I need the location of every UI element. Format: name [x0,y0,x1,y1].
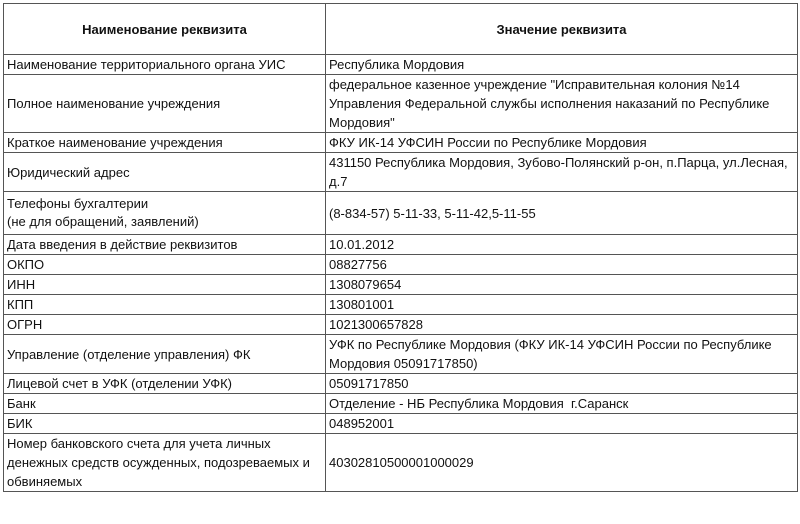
requisite-value: федеральное казенное учреждение "Исправительная колония №14 Управления Федеральной службы исполнения наказаний по Республике Мордовия" [326,75,798,133]
requisite-name: Номер банковского счета для учета личных денежных средств осужденных, подозреваемых и обвиняемых [4,434,326,492]
requisite-name: Банк [4,394,326,414]
table-row [4,335,798,374]
header-requisite-value: Значение реквизита [326,4,798,55]
requisite-name: Краткое наименование учреждения [4,133,326,153]
requisite-value: 048952001 [326,414,798,434]
table-row [4,192,798,235]
requisite-value: Республика Мордовия [326,55,798,75]
requisite-name: Наименование территориального органа УИС [4,55,326,75]
table-row [4,275,798,295]
table-row [4,133,798,153]
requisite-name: КПП [4,295,326,315]
requisite-name: ОГРН [4,315,326,335]
table-row [4,255,798,275]
table-row [4,434,798,492]
table-row [4,75,798,133]
requisite-value: 40302810500001000029 [326,434,798,492]
table-row [4,295,798,315]
table-row [4,374,798,394]
requisite-name: ОКПО [4,255,326,275]
requisite-value: (8-834-57) 5-11-33, 5-11-42,5-11-55 [326,192,798,235]
header-requisite-name: Наименование реквизита [4,4,326,55]
table-header-row [4,4,798,55]
requisite-name: Управление (отделение управления) ФК [4,335,326,374]
requisite-name: Дата введения в действие реквизитов [4,235,326,255]
table-row [4,235,798,255]
requisite-value: ФКУ ИК-14 УФСИН России по Республике Мордовия [326,133,798,153]
table-row [4,153,798,192]
requisite-value: 05091717850 [326,374,798,394]
requisites-table [3,3,798,492]
table-row [4,315,798,335]
requisite-value: 431150 Республика Мордовия, Зубово-Полянский р-он, п.Парца, ул.Лесная, д.7 [326,153,798,192]
table-row [4,414,798,434]
requisite-value: 08827756 [326,255,798,275]
requisite-value: УФК по Республике Мордовия (ФКУ ИК-14 УФСИН России по Республике Мордовия 05091717850) [326,335,798,374]
table-row [4,55,798,75]
requisite-value: 1308079654 [326,275,798,295]
table-row [4,394,798,414]
requisite-value: Отделение - НБ Республика Мордовия г.Саранск [326,394,798,414]
requisite-name: БИК [4,414,326,434]
requisite-value: 1021300657828 [326,315,798,335]
requisite-name: Полное наименование учреждения [4,75,326,133]
requisite-name: Юридический адрес [4,153,326,192]
requisite-value: 10.01.2012 [326,235,798,255]
requisite-name: Лицевой счет в УФК (отделении УФК) [4,374,326,394]
requisite-value: 130801001 [326,295,798,315]
requisite-name: Телефоны бухгалтерии (не для обращений, заявлений) [4,192,326,235]
requisite-name: ИНН [4,275,326,295]
